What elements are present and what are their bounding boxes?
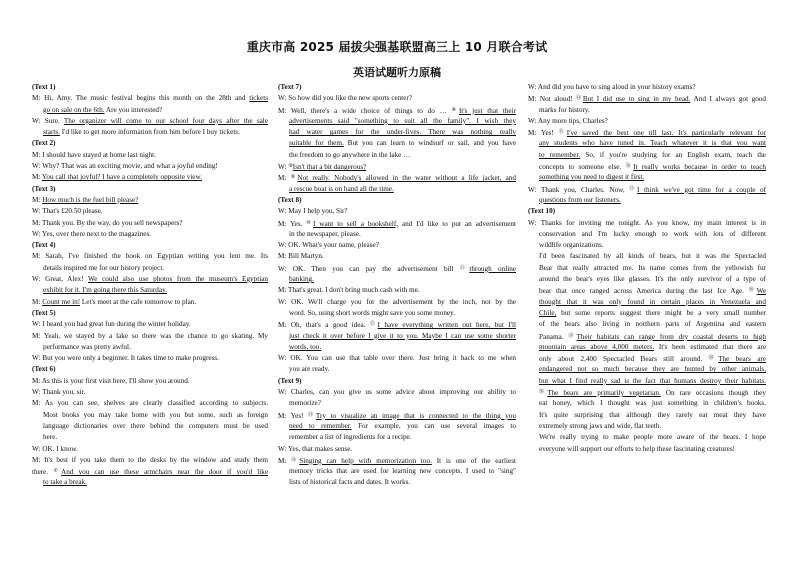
line-text: M:	[32, 195, 43, 204]
line-text: but some reports suggest there might be a very small number	[556, 308, 766, 317]
transcript-line	[278, 184, 516, 195]
line-text: It is one of the earliest	[431, 456, 516, 465]
underlined-text: We	[756, 287, 766, 296]
line-text: We're really trying to make people more aware of the bears. I hope	[539, 433, 766, 442]
transcript-line	[528, 172, 766, 183]
line-text: M:	[32, 173, 42, 182]
transcript-line	[528, 432, 766, 443]
underlined-text: Try to visualize an image that is connected to the thing you	[315, 411, 516, 420]
line-text: M: Not aloud!	[528, 95, 577, 104]
transcript-line	[32, 466, 268, 477]
transcript-line	[32, 455, 268, 466]
line-text: memorize?	[289, 399, 321, 408]
line-text: (Text 7)	[278, 83, 302, 91]
transcript-line	[278, 387, 516, 398]
text-heading	[278, 376, 516, 387]
transcript-line	[32, 421, 268, 432]
transcript-line	[278, 331, 516, 342]
transcript-line	[32, 172, 268, 183]
line-text: there.	[32, 468, 54, 477]
question-marker: ⑬	[308, 412, 316, 418]
transcript-line	[528, 184, 766, 195]
transcript-line	[278, 116, 516, 127]
line-text: So, if you're studying for an English exam, teach the	[580, 150, 766, 159]
transcript-line	[32, 274, 268, 285]
underlined-text: exhibit for it. I'm going there this Saturday.	[43, 286, 167, 295]
transcript-line	[278, 319, 516, 330]
question-marker: ⑲	[568, 333, 577, 339]
transcript-line	[528, 240, 766, 251]
text-heading	[32, 364, 268, 375]
transcript-line	[528, 398, 766, 409]
transcript-line	[278, 138, 516, 149]
question-marker: ⑦	[53, 469, 62, 475]
transcript-line	[278, 274, 516, 285]
line-text: W: And did you have to sing aloud in your history exams?	[528, 83, 696, 91]
line-text: (Text 6)	[32, 365, 56, 374]
transcript-line	[278, 297, 516, 308]
line-text: W: Thank you, Charles. Now,	[528, 185, 630, 194]
line-text: marks for history.	[539, 105, 590, 114]
transcript-line	[32, 297, 268, 308]
underlined-text: words, too.	[289, 342, 322, 351]
line-text: W: Why? That was an exciting movie, and what a joyful ending!	[32, 162, 218, 171]
underlined-text: I think we've got time for a couple of	[637, 185, 766, 194]
transcript-line	[32, 150, 268, 161]
line-text: details inspired me for our history project.	[43, 263, 165, 272]
column-1	[32, 82, 268, 489]
underlined-text: to remember.	[539, 150, 581, 159]
transcript-line	[278, 477, 516, 488]
transcript-line	[278, 161, 516, 172]
transcript-line	[278, 263, 516, 274]
transcript-line	[278, 432, 516, 443]
transcript-line	[528, 410, 766, 421]
transcript-line	[32, 206, 268, 217]
line-text: (Text 3)	[32, 184, 56, 193]
transcript-line	[32, 353, 268, 364]
line-text: you are ready.	[289, 365, 330, 374]
line-text: wildlife organizations.	[539, 241, 604, 250]
transcript-line	[278, 353, 516, 364]
transcript-line	[528, 274, 766, 285]
line-text: the freedom to go anywhere in the lake …	[289, 150, 411, 159]
transcript-line	[32, 251, 268, 262]
text-heading	[32, 184, 268, 195]
transcript-line	[528, 150, 766, 161]
underlined-text: need to remember.	[289, 421, 352, 430]
transcript-line	[528, 127, 766, 138]
transcript-line	[528, 387, 766, 398]
line-text: It's been estimated that there are	[654, 342, 766, 351]
transcript-line	[278, 398, 516, 409]
text-heading	[528, 206, 766, 217]
question-marker: ⑩	[306, 220, 313, 226]
line-text: remember a list of ingredients for a recipe.	[289, 433, 412, 442]
line-text: W: OK. Then you can pay the advertisement bill	[278, 264, 460, 273]
transcript-line	[528, 364, 766, 375]
line-text: eat honey, which I thought was just something in children's books.	[539, 399, 766, 408]
underlined-text: Chile,	[539, 308, 557, 317]
transcript-line	[32, 342, 268, 353]
line-text: W: Sure.	[32, 116, 64, 125]
transcript-line	[32, 105, 268, 116]
underlined-text: any students who have tuned in. Teach whatever it is that you want	[539, 139, 766, 148]
transcript-line	[528, 195, 766, 206]
underlined-text: How much is the fuel bill please?	[42, 195, 139, 204]
line-text: M:	[278, 456, 292, 465]
transcript-line	[32, 387, 268, 398]
transcript-line	[278, 172, 516, 183]
transcript-line	[528, 82, 766, 93]
line-text: here.	[43, 433, 58, 442]
question-marker: ⑮	[558, 130, 567, 136]
transcript-line	[278, 206, 516, 217]
underlined-text: endangered not so much because they are hunted by other animals,	[539, 365, 766, 374]
transcript-line	[32, 331, 268, 342]
line-text: Are you interested?	[104, 105, 163, 114]
transcript-line	[32, 229, 268, 240]
line-text: M: Yeah, we stayed by a lake so there was the chance to go skating. My	[32, 331, 268, 340]
question-marker: ⑫	[369, 322, 378, 328]
underlined-text: something you need to digest it first.	[539, 173, 645, 182]
underlined-text: had water games for the under-fives. There was nothing really	[289, 128, 516, 137]
line-text: performance was pretty awful.	[43, 342, 131, 351]
transcript-line	[278, 251, 516, 262]
text-heading	[278, 195, 516, 206]
transcript-line	[278, 285, 516, 296]
underlined-text: a rescue boat is on hand all the time.	[289, 184, 394, 193]
transcript-line	[528, 319, 766, 330]
underlined-text: Their habitats can range from dry coastal deserts to high	[576, 332, 766, 341]
underlined-text: just check it over before I give it to you. Maybe I can use some shorter	[289, 331, 516, 340]
line-text: W: That's £20.50 please.	[32, 207, 103, 216]
line-text: W: So how did you like the new sports center?	[278, 94, 413, 103]
text-heading	[278, 82, 516, 93]
line-text: M:	[32, 297, 43, 306]
transcript-line	[528, 444, 766, 455]
transcript-line	[32, 444, 268, 455]
line-text: (Text 8)	[278, 195, 302, 204]
underlined-text: It really works because in order to teach	[633, 163, 766, 172]
transcript-line	[278, 421, 516, 432]
question-marker: ⑭	[576, 96, 583, 102]
transcript-line	[32, 319, 268, 330]
transcript-line	[32, 116, 268, 127]
line-text: language dictionaries over there behind the computers must be used	[43, 421, 268, 430]
line-text: W: But you were only a beginner. It takes time to make progress.	[32, 354, 219, 363]
line-text: Bear that really attracted me. Its name comes from the yellowish fur	[539, 263, 766, 272]
line-text: Let's meet at the cafe tomorrow to plan.	[80, 297, 197, 306]
underlined-text: but what I find really sad is the fact that humans destroy their habitats.	[539, 376, 766, 385]
transcript-line	[278, 127, 516, 138]
transcript-line	[528, 308, 766, 319]
line-text: Most books you may take home with you but some, such as foreign	[43, 410, 268, 419]
line-text: memory tricks that are used for learning new concepts. I used to "sing"	[289, 467, 516, 476]
transcript-line	[32, 477, 268, 488]
line-text: M: Bill Martyn.	[278, 252, 324, 261]
line-text: M: As you can see, shelves are clearly classified according to subjects.	[32, 399, 268, 408]
text-heading	[32, 308, 268, 319]
transcript-line	[278, 229, 516, 240]
line-text: lists of historical facts and dates. It works.	[289, 478, 411, 487]
underlined-text: to take a break.	[43, 478, 87, 487]
transcript-line	[528, 263, 766, 274]
underlined-text: Not really. Nobody's allowed in the water without a life jacket, and	[297, 174, 516, 183]
line-text: W: OK. What's your name, please?	[278, 241, 379, 250]
line-text: But you can learn to windsurf or sail, and you have	[343, 139, 516, 148]
document-title: 重庆市高 2025 届拔尖强基联盟高三上 10 月联合考试	[246, 40, 548, 54]
line-text: M:	[278, 174, 291, 183]
underlined-text: We could also use photos from the museum's Egyptian	[88, 275, 268, 284]
line-text: W:	[278, 163, 289, 172]
transcript-line	[528, 376, 766, 387]
line-text: (Text 5)	[32, 308, 56, 317]
line-text: concepts to someone else.	[539, 163, 626, 172]
transcript-line	[528, 138, 766, 149]
document-subtitle: 英语试题听力原稿	[353, 66, 441, 79]
underlined-text: questions from our listeners.	[539, 195, 621, 204]
line-text: M: Hi, Amy. The music festival begins this month on the 28th and	[32, 94, 250, 103]
line-text: M: Well, there's a wide choice of things to do …	[278, 106, 452, 115]
line-text: W: OK. We'll charge you for the advertisement by the inch, not by the	[278, 297, 516, 306]
underlined-text: Singing can help with memorization too.	[299, 456, 432, 465]
transcript-line	[528, 161, 766, 172]
transcript-line	[528, 93, 766, 104]
transcript-line	[278, 93, 516, 104]
question-marker: ⑨	[288, 164, 293, 170]
transcript-line	[528, 353, 766, 364]
transcript-line	[32, 432, 268, 443]
line-text: M: Sarah, I've finished the book on Egyptian writing you lent me. Its	[32, 252, 268, 261]
line-text: only about 2,400 Spectacled Bears still around.	[539, 355, 709, 364]
underlined-text: I've saved the best one till last. It's particularly relevant for	[566, 129, 766, 138]
line-text: W: Yes, that makes sense.	[278, 444, 353, 453]
transcript-line	[528, 251, 766, 262]
transcript-line	[278, 466, 516, 477]
line-text: M: As this is your first visit here, I'll show you around.	[32, 376, 190, 385]
transcript-line	[528, 421, 766, 432]
line-text: Panama.	[539, 332, 569, 341]
transcript-line	[278, 308, 516, 319]
line-text: I'd like to get more information from him before I buy tickets.	[59, 128, 240, 137]
underlined-text: I have everything written out here, but I'll	[377, 321, 516, 330]
transcript-line	[32, 195, 268, 206]
line-text: M: That's great. I don't bring much cash with me.	[278, 286, 420, 295]
line-text: W: Thanks for inviting me tonight. As you know, my main interest is in	[528, 218, 766, 227]
underlined-text: thought that it was only found in certain places in Venezuela and	[539, 297, 766, 306]
underlined-text: The bears are	[718, 355, 766, 364]
transcript-line	[278, 218, 516, 229]
underlined-text: mountain areas above 4,000 meters.	[539, 342, 655, 351]
line-text: W: Any more tips, Charles?	[528, 116, 608, 125]
question-marker: ⑳	[539, 390, 548, 396]
line-text: M: Yes.	[278, 219, 307, 228]
underlined-text: through online	[469, 264, 516, 273]
transcript-line	[278, 105, 516, 116]
column-2	[278, 82, 516, 489]
underlined-text: suitable for them.	[289, 139, 344, 148]
line-text: I'd been fascinated by all kinds of bears, but it was the Spectacled	[539, 252, 766, 261]
line-text: W: I heard you had great fun during the winter holiday.	[32, 320, 191, 329]
line-text: It's quite surprising that although they rarely eat meat they have	[539, 410, 766, 419]
transcript-line	[32, 285, 268, 296]
underlined-text: It's just that their	[458, 106, 516, 115]
underlined-text: The organizer will come to our school four days after the sale	[63, 116, 268, 125]
line-text: M: Yes!	[278, 411, 309, 420]
line-text: and I'd like to put an advertisement	[398, 219, 516, 228]
transcript-line	[528, 342, 766, 353]
transcript-line	[278, 240, 516, 251]
transcript-line	[32, 127, 268, 138]
transcript-line	[528, 105, 766, 116]
line-text: M: Yes!	[528, 129, 559, 138]
line-text: W: May I help you, Sir?	[278, 207, 348, 216]
underlined-text: go on sale on the 6th.	[43, 105, 105, 114]
transcript-line	[528, 116, 766, 127]
underlined-text: You call that joyful? I have a completely opposite view.	[41, 173, 203, 182]
line-text: word. So, using short words might save you some money.	[289, 308, 456, 317]
text-heading	[32, 138, 268, 149]
line-text: And I always got good	[690, 95, 766, 104]
transcript-line	[32, 410, 268, 421]
transcript-line	[528, 229, 766, 240]
line-text: W: OK. I know.	[32, 444, 78, 453]
transcript-line	[528, 331, 766, 342]
line-text: On rare occasions though they	[660, 389, 766, 398]
line-text: around the bear's eyes like glasses. It's the only survivor of a type of	[539, 275, 766, 284]
line-text: (Text 2)	[32, 139, 56, 148]
line-text: M: Thank you. By the way, do you sell newspapers?	[32, 218, 183, 227]
line-text: W: Charles, can you give us some advice about improving our ability to	[278, 388, 516, 397]
underlined-text: But I did use to sing in my head.	[582, 95, 691, 104]
question-marker: ⑪	[459, 265, 470, 271]
question-marker: ⑯	[625, 164, 634, 170]
transcript-line	[528, 285, 766, 296]
line-text: W: Great, Alex!	[32, 275, 89, 284]
transcript-line	[32, 218, 268, 229]
transcript-line	[528, 297, 766, 308]
underlined-text: banking.	[289, 275, 314, 284]
line-text: of the bears also living in northern parts of Argentina and eastern	[539, 320, 766, 329]
line-text: (Text 9)	[278, 376, 302, 385]
transcript-line	[278, 410, 516, 421]
question-marker: ⑭	[291, 457, 300, 463]
underlined-text: starts.	[43, 128, 60, 137]
underlined-text: And you can use these armchairs near the door if you'd like	[61, 468, 268, 477]
line-text: extremely strong jaws and wide, flat teeth.	[539, 421, 662, 430]
line-text: (Text 1)	[32, 83, 56, 91]
line-text: in the newspaper, please.	[289, 229, 361, 238]
line-text: W: OK. You can use that table over there. Just bring it back to me when	[278, 354, 516, 363]
transcript-line	[32, 376, 268, 387]
underlined-text: advertisements said "something to suit all the family". I wish they	[289, 116, 516, 125]
underlined-text: The bears are primarily vegetarian.	[547, 389, 661, 398]
transcript-line	[32, 161, 268, 172]
line-text: M: It's best if you take them to the desks by the window and study them	[32, 455, 268, 464]
question-marker: ⑳	[708, 356, 719, 362]
transcript-line	[32, 398, 268, 409]
underlined-text: tickets	[249, 94, 268, 103]
line-text: everyone will support our efforts to help these fascinating creatures!	[539, 444, 736, 453]
transcript-line	[32, 263, 268, 274]
question-marker: ⑧	[451, 107, 459, 113]
transcript-line	[278, 364, 516, 375]
line-text: M: Oh, that's a good idea.	[278, 321, 370, 330]
transcript-line	[278, 444, 516, 455]
line-text: W: Yes, over there next to the magazines.	[32, 229, 152, 238]
underlined-text: Isn't that a bit dangerous?	[292, 163, 367, 172]
question-marker: ⑱	[748, 288, 757, 294]
transcript-line	[278, 150, 516, 161]
column-3	[528, 82, 766, 455]
line-text: (Text 10)	[528, 207, 556, 216]
question-marker: ⑨	[290, 175, 298, 181]
transcript-line	[528, 218, 766, 229]
line-text: conservation and I'm lucky enough to work with lots of different	[539, 229, 766, 238]
underlined-text: Count me in!	[42, 297, 81, 306]
line-text: For example, you can use several images to	[351, 421, 516, 430]
line-text: (Text 4)	[32, 241, 56, 250]
text-heading	[32, 240, 268, 251]
text-heading	[32, 82, 268, 93]
line-text: bear that once ranged across America during the last Ice Age.	[539, 287, 749, 296]
underlined-text: I want to sell a bookshelf,	[312, 219, 399, 228]
transcript-line	[278, 342, 516, 353]
line-text: M: I should have stayed at home last night.	[32, 150, 156, 159]
line-text: W: Thank you, sir.	[32, 388, 86, 397]
transcript-line	[278, 455, 516, 466]
question-marker: ⑰	[629, 186, 638, 192]
transcript-line	[32, 93, 268, 104]
